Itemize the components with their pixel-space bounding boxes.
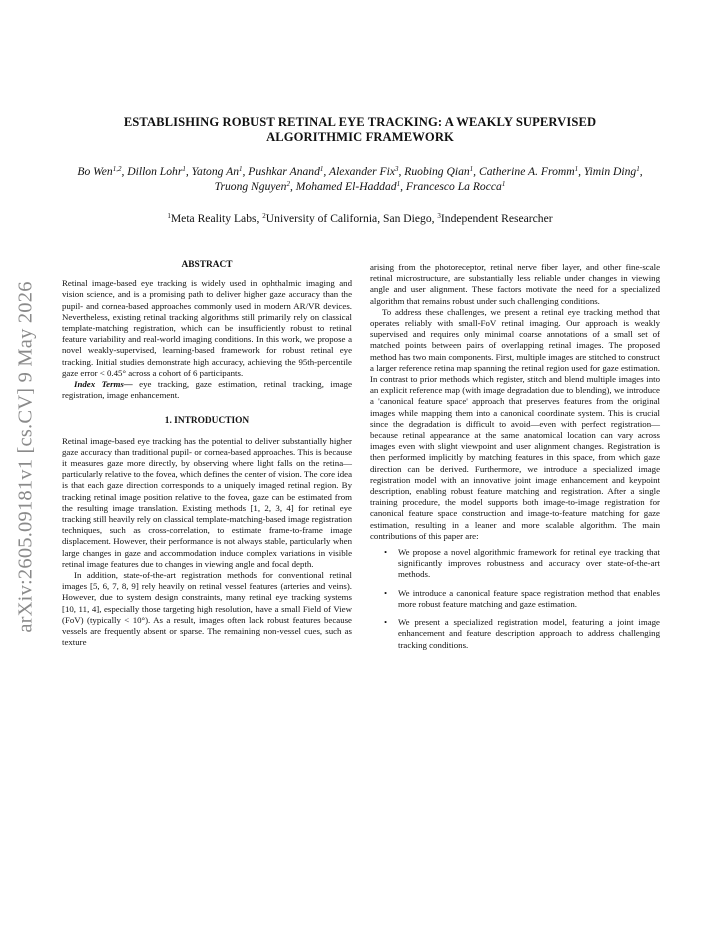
index-terms-text: eye tracking, gaze estimation, retinal tracking, image registration, image enhancement.	[62, 379, 352, 401]
contribution-item: • We propose a novel algorithmic framework for retinal eye tracking that significantly improves robustness and accuracy over state-of-the-art methods.	[384, 547, 660, 580]
author: Pushkar Anand$^1$,	[248, 165, 329, 178]
intro-paragraph: In addition, state-of-the-art registration methods for conventional retinal images [5, 6, 7, 8, 9] rely heavily on retinal vessel features (arteries and veins). However, due to system design constraints, many retinal eye tracking systems [10, 11, 4], especially those targeting high resolution, have a small Field of View (FoV) (typically < 10°). As a result, images often lack robust features because vessels are frequently absent or sparse. The remaining non-vessel cues, such as texture	[62, 570, 352, 648]
intro-paragraph: Retinal image-based eye tracking has the potential to deliver substantially higher gaze accuracy than traditional pupil- or cornea-based approaches. This is because it measures gaze more directly, by observing where light falls on the retina—particularly relative to the fovea, which defines the center of vision. The core idea is that each gaze direction corresponds to a uniquely imaged retinal region. By tracking retinal image position relative to the fovea, gaze can be estimated from the resulting image translation. Existing methods [1, 2, 3, 4] for retinal eye tracking still heavily rely on classical template-matching-based image registration techniques, such as cross-correlation, to estimate frame-to-frame image displacement. However, their performance is not always stable, particularly when large changes in gaze and accommodation induce complex variations in visible retinal image features due to changes in viewing angle and focal depth.	[62, 435, 352, 569]
author: Ruobing Qian$^1$,	[404, 165, 479, 178]
index-terms-label: Index Terms—	[74, 379, 133, 390]
paper-title: ESTABLISHING ROBUST RETINAL EYE TRACKING: A WEAKLY SUPERVISED ALGORITHMIC FRAMEWORK	[123, 115, 597, 144]
author: Alexander Fix$^3$,	[329, 165, 405, 178]
right-column	[370, 262, 660, 658]
arxiv-side-stamp	[6, 262, 46, 652]
author: Francesco La Rocca$^1$	[405, 180, 506, 193]
author: Bo Wen$^{1,2}$,	[77, 165, 128, 178]
index-terms	[62, 379, 352, 401]
left-column	[62, 260, 352, 649]
affiliation: $^1$Meta Reality Labs,	[167, 212, 263, 225]
contribution-list	[370, 547, 660, 651]
affiliation-line	[70, 211, 650, 226]
bullet-icon: •	[384, 617, 388, 628]
contribution-item: • We introduce a canonical feature space registration method that enables more robust feature matching and gaze estimation.	[384, 587, 660, 609]
author: Mohamed El-Haddad$^1$,	[295, 180, 406, 193]
intro-continuation: arising from the photoreceptor, retinal nerve fiber layer, and other fine-scale retinal microstructure, are substantially less reliable under changes in viewing angle and user alignment. These factors motivate the need for a specialized algorithm that remains robust under such challenging conditions.	[370, 262, 660, 306]
contribution-item: • We present a specialized registration model, featuring a joint image enhancement and feature description approach to address challenging tracking conditions.	[384, 617, 660, 650]
affiliation: $^2$University of California, San Diego,	[262, 212, 438, 225]
author: Truong Nguyen$^2$,	[214, 180, 296, 193]
bullet-icon: •	[384, 547, 388, 558]
author: Catherine A. Fromm$^1$,	[478, 165, 584, 178]
abstract-text: Retinal image-based eye tracking is widely used in ophthalmic imaging and vision science, and is a promising path to deliver higher gaze accuracy than the pupil- and cornea-based approaches commonly used in modern AR/VR devices. Nevertheless, existing retinal tracking algorithms still primarily rely on classical template-matching registration, which can be insufficiently robust to retinal feature variability and real-world imaging conditions. In this work, we propose a novel weakly-supervised, learning-based framework for robust retinal eye tracking. Initial studies demonstrate high accuracy, achieving the 95th-percentile gaze error < 0.45° across a cohort of 6 participants.	[62, 278, 352, 378]
bullet-icon: •	[384, 587, 388, 598]
author: Yatong An$^1$,	[191, 165, 249, 178]
author: Dillon Lohr$^1$,	[127, 165, 192, 178]
introduction-heading: 1. INTRODUCTION	[164, 416, 250, 427]
arxiv-identifier: arXiv:2605.09181v1 [cs.CV] 9 May 2026	[14, 281, 37, 633]
author-list	[70, 164, 650, 194]
intro-paragraph: To address these challenges, we present a retinal eye tracking method that operates reliably with small-FoV retinal imaging. Our approach is weakly supervised and requires only minimal coarse annotations of a small set of matched points between pairs of overlapping retinal images. The proposed method has two main components. First, multiple images are stitched to construct a larger reference retina map spanning the retinal region used for gaze estimation. In contrast to prior methods which register, stitch and blend multiple images into an explicit reference map (with image degradation due to blending), we introduce a 'canonical feature space' approach that preserves features from the original images while mapping them into a canonical coordinate system. This is crucial since the degradation is difficult to avoid—even with perfect registration—because retinal appearance at the same anatomical location can vary across images even with slight viewpoint and user alignment changes. Registration is then performed implicitly by matching features in this space, from which gaze direction can be derived. Furthermore, we introduce a specialized image registration model with an innovative joint image enhancement and keypoint description, enabling robust feature matching and registration. After a single training procedure, the model supports both image-to-image registration for canonical feature space construction and image-to-feature matching for gaze estimation, resulting in a leaner and more scalable algorithm. The main contributions of this paper are:	[370, 306, 660, 541]
affiliation: $^3$Independent Researcher	[437, 212, 553, 225]
author: Yimin Ding$^1$,	[583, 165, 643, 178]
abstract-heading: ABSTRACT	[181, 260, 233, 270]
